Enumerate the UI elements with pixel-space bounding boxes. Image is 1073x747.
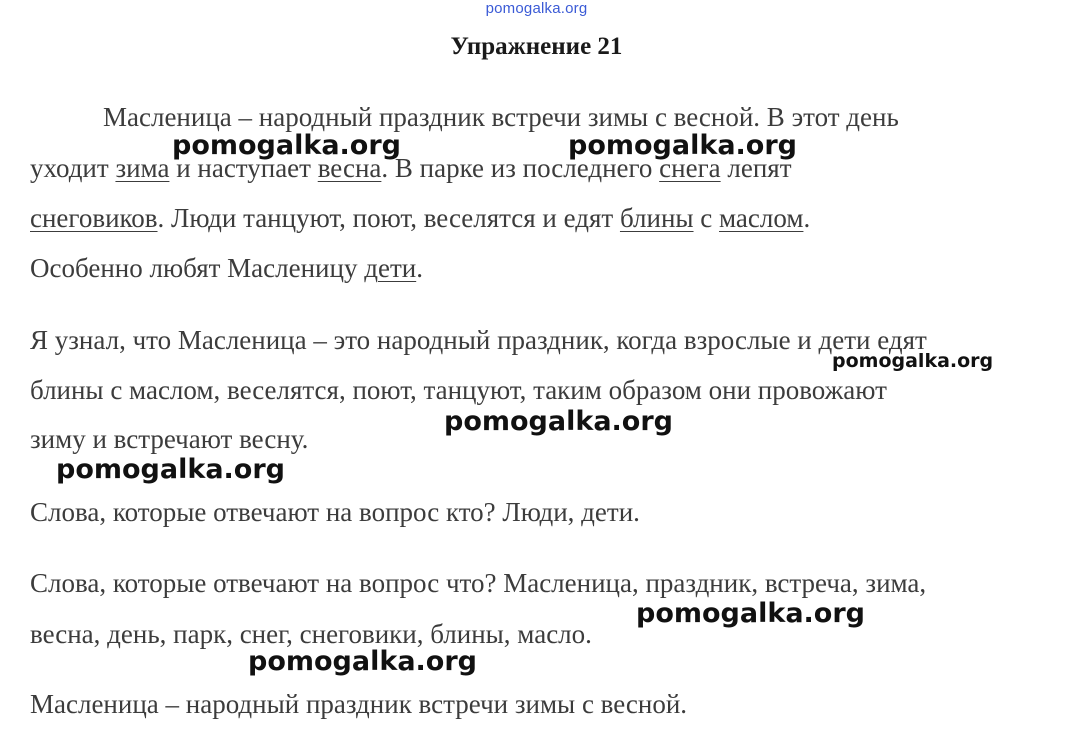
paragraph-4-line-1: Слова, которые отвечают на вопрос что? Масленица, праздник, встреча, зима, <box>30 568 927 598</box>
underlined-word: снега <box>659 153 721 183</box>
paragraph-3: Слова, которые отвечают на вопрос кто? Люди, дети. <box>30 497 640 527</box>
paragraph-1-line-3: снеговиков. Люди танцуют, поют, веселятся и едят блины с маслом. <box>30 203 811 233</box>
paragraph-2-line-1: Я узнал, что Масленица – это народный праздник, когда взрослые и дети едят <box>30 325 927 355</box>
watermark: pomogalka.org <box>568 130 797 161</box>
watermark: pomogalka.org <box>444 406 673 437</box>
paragraph-1-line-2: уходит зима и наступает весна. В парке из последнего снега лепят <box>30 153 792 183</box>
watermark: pomogalka.org <box>56 454 285 485</box>
paragraph-2-line-2: блины с маслом, веселятся, поют, танцуют, таким образом они провожают <box>30 375 887 405</box>
underlined-word: весна <box>317 153 382 183</box>
exercise-title: Упражнение 21 <box>450 33 623 60</box>
paragraph-5: Масленица – народный праздник встречи зимы с весной. <box>30 689 688 719</box>
paragraph-4-line-2: весна, день, парк, снег, снеговики, блины, масло. <box>30 619 592 649</box>
paragraph-2-line-3: зиму и встречают весну. <box>30 424 309 454</box>
watermark: pomogalka.org <box>832 350 994 372</box>
watermark: pomogalka.org <box>248 646 477 677</box>
paragraph-1-line-1: Масленица – народный праздник встречи зимы с весной. В этот день <box>103 102 899 132</box>
underlined-word: снеговиков <box>30 203 158 233</box>
underlined-word: блины <box>619 203 694 233</box>
underlined-word: зима <box>115 153 170 183</box>
paragraph-1-line-4: Особенно любят Масленицу дети. <box>30 253 423 283</box>
underlined-word: маслом <box>719 203 804 233</box>
watermark: pomogalka.org <box>172 130 401 161</box>
underlined-word: дети <box>364 253 417 283</box>
site-header-link[interactable]: pomogalka.org <box>485 0 588 17</box>
watermark: pomogalka.org <box>636 598 865 629</box>
